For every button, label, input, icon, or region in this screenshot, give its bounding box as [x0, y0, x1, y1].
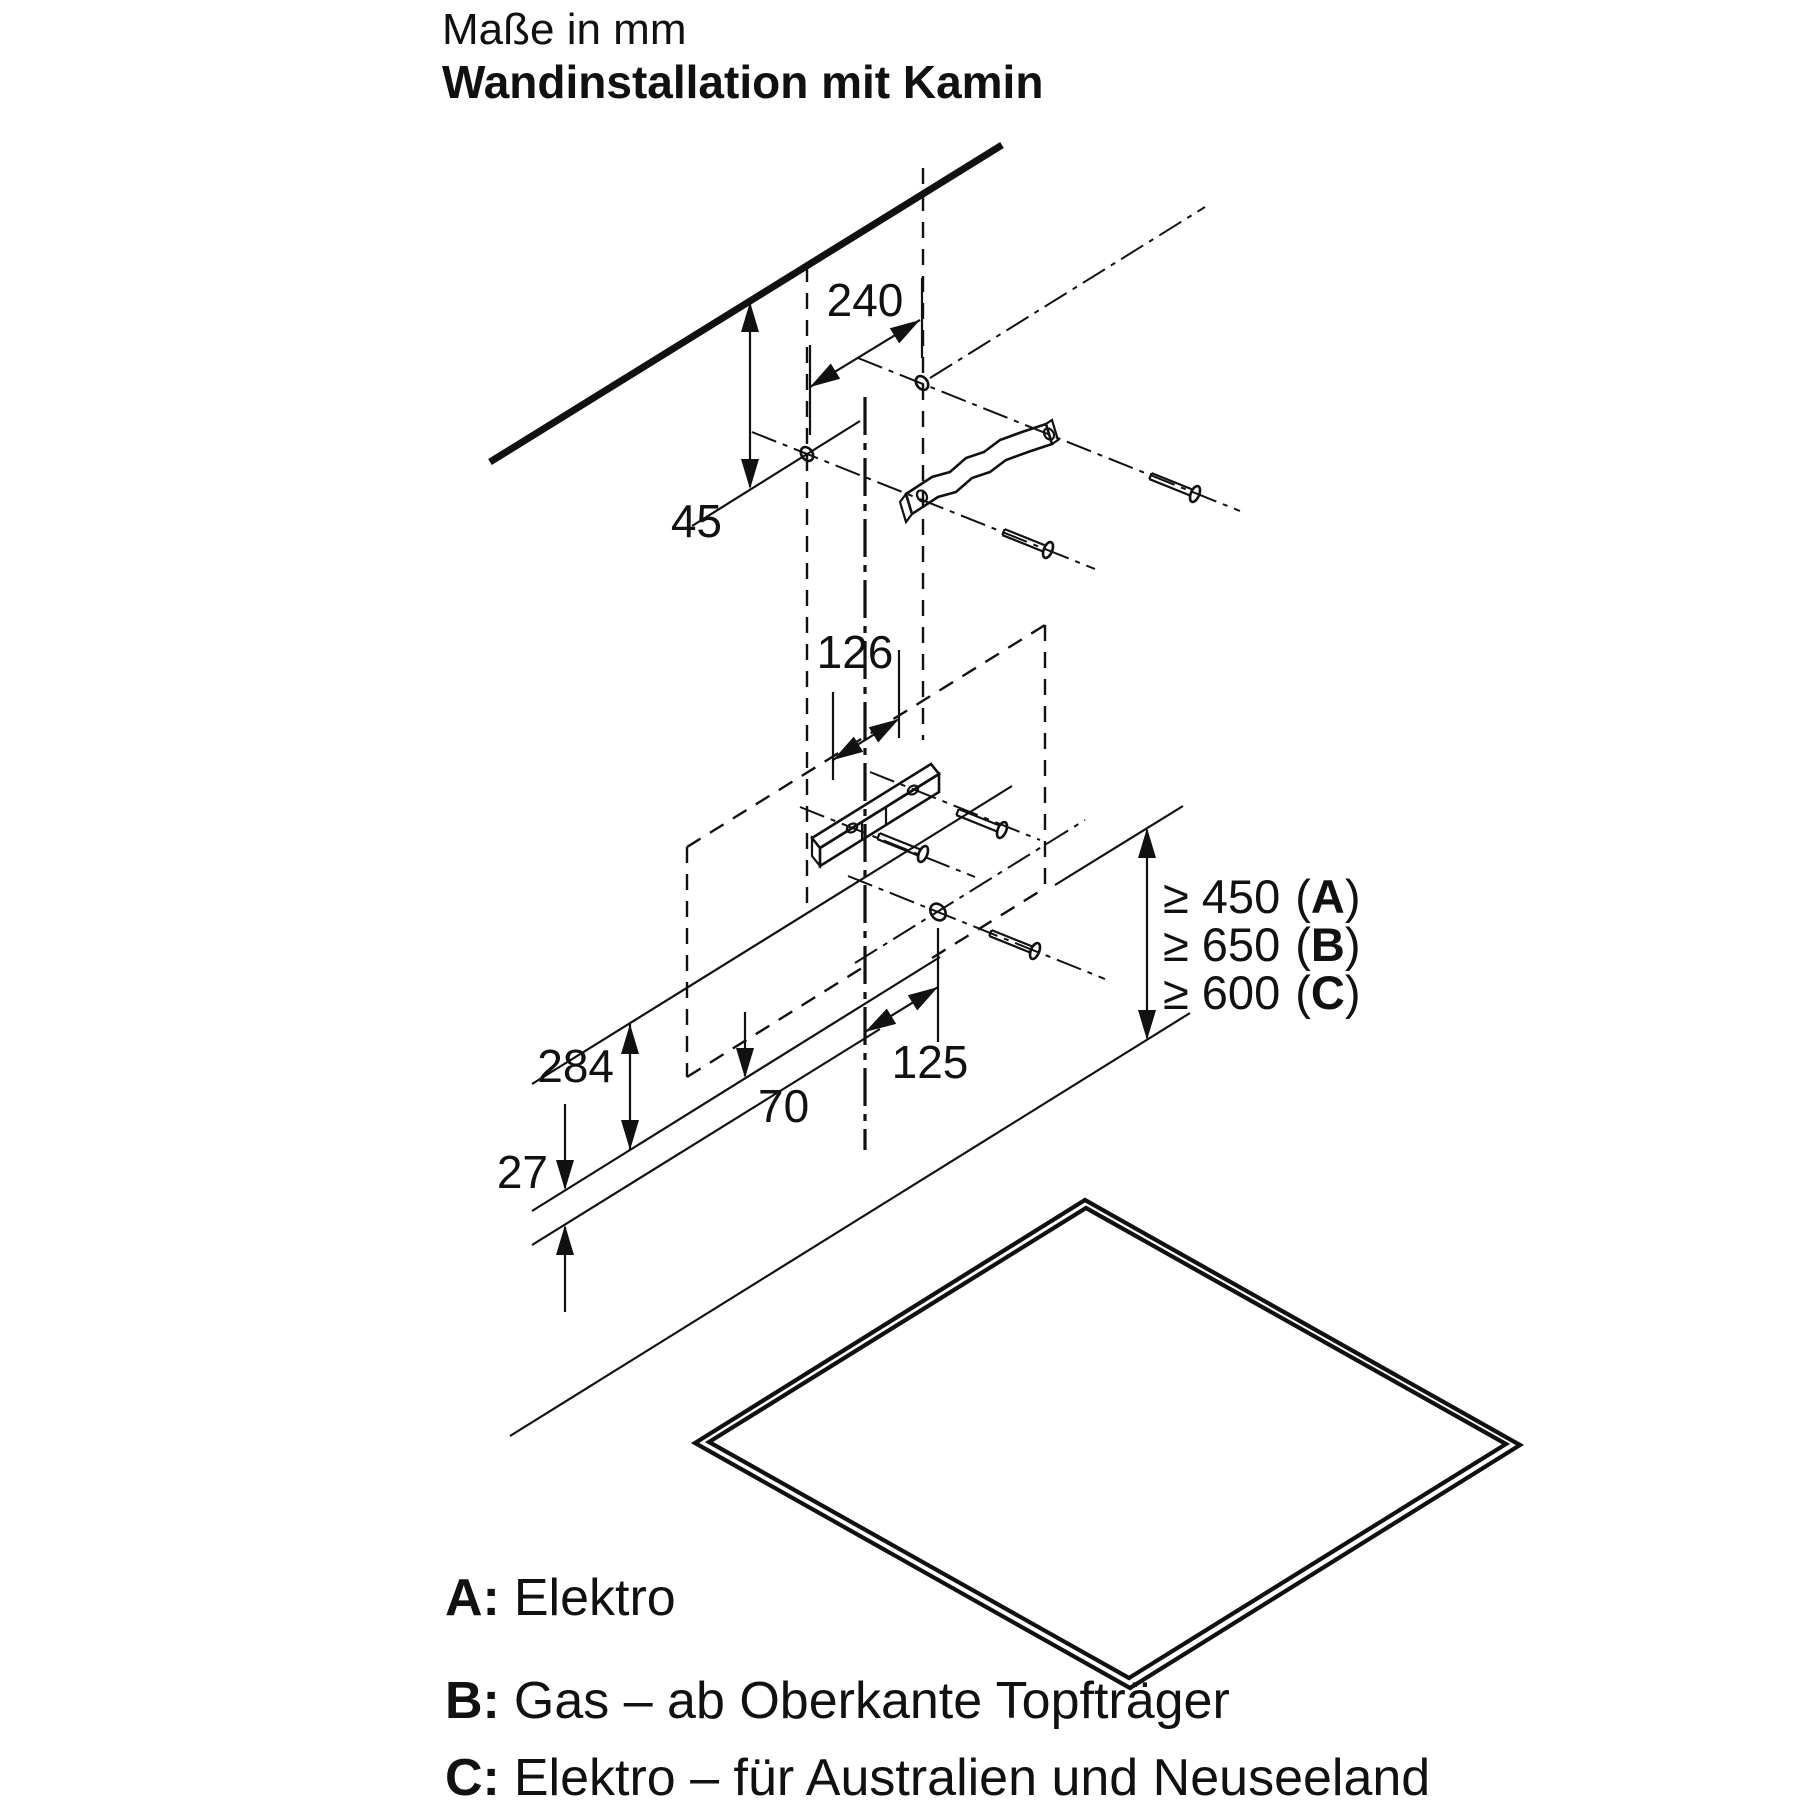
legend-item-c: C: Elektro – für Australien und Neuseeland [445, 1749, 1431, 1800]
dim-126-label: 126 [816, 626, 894, 678]
wall-top-edge [490, 145, 1002, 462]
min-distance-b: ≥ 650 (B) [1163, 918, 1361, 971]
dimension-125 [865, 987, 968, 1088]
min-distance-a: ≥ 450 (A) [1163, 870, 1361, 923]
extension-lines [510, 278, 1190, 1436]
dim-240-label: 240 [826, 274, 904, 326]
legend-item-b: B: Gas – ab Oberkante Topfträger [445, 1672, 1230, 1730]
dim-45-label: 45 [670, 495, 722, 547]
dimension-70 [736, 1012, 809, 1132]
screw [1000, 524, 1055, 559]
dim-27-label: 27 [496, 1146, 548, 1198]
dim-284-label: 284 [537, 1040, 614, 1092]
legend [445, 1569, 1430, 1800]
dim-125-label: 125 [891, 1036, 969, 1088]
screw [954, 804, 1009, 839]
screws [875, 468, 1202, 960]
min-distance-c: ≥ 600 (C) [1163, 966, 1361, 1019]
units-note: Maße in mm [442, 5, 687, 54]
screw [987, 925, 1042, 960]
screw [875, 828, 930, 863]
cooktop-outline [695, 1200, 1520, 1688]
dim-70-label: 70 [758, 1080, 810, 1132]
title-block [442, 5, 1043, 108]
screw [1147, 468, 1202, 503]
dimension-min-distance [1138, 828, 1360, 1040]
page-title: Wandinstallation mit Kamin [442, 56, 1044, 108]
legend-item-a: A: Elektro [445, 1569, 676, 1627]
dimension-284 [537, 1024, 639, 1150]
dimension-240 [810, 274, 920, 387]
